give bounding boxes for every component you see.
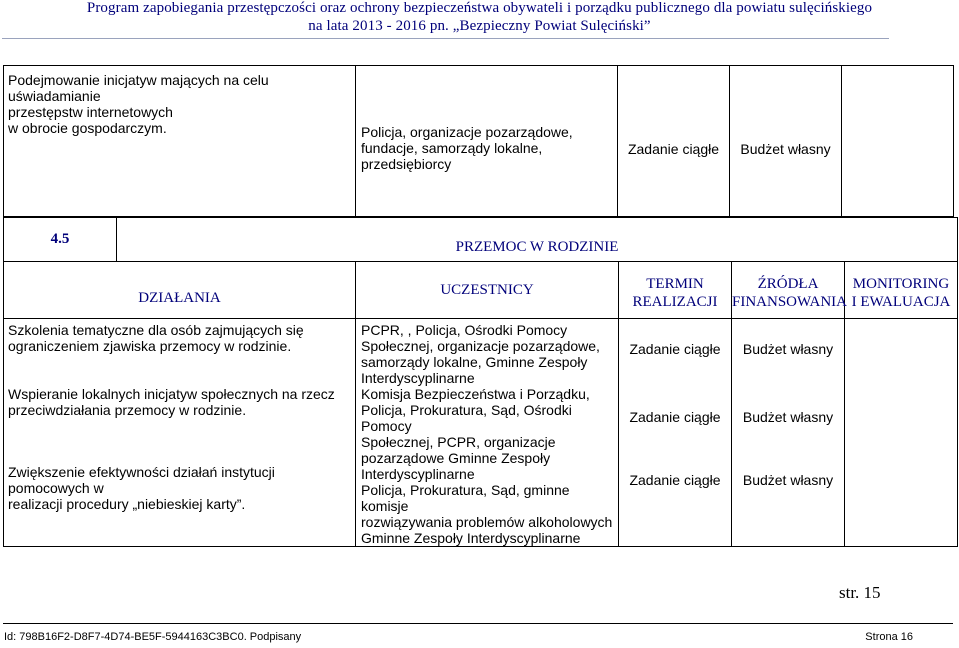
continuation-table [3,65,954,217]
participants-line: Interdyscyplinarne [361,370,475,386]
section-header-table [3,217,958,262]
activity-line: w obrocie gospodarczym. [8,120,167,136]
col-term-header [619,262,732,319]
monitoring-cell [845,319,958,547]
col-monitoring-header [845,262,958,319]
column-header-row [4,262,958,319]
term-cell [619,319,732,547]
participants-cell [356,66,618,217]
footer-divider [3,623,953,624]
header-divider [2,38,889,39]
action-line: Szkolenia tematyczne dla osób zajmujących się [8,322,304,338]
activity-line: Podejmowanie inicjatyw mających na celu uświadamianie [8,72,269,104]
participants-line: samorządy lokalne, Gminne Zespoły [361,354,588,370]
participants-line: rozwiązywania problemów alkoholowych [361,514,613,530]
section-number: 4.5 [4,218,117,262]
action-line: ograniczeniem zjawiska przemocy w rodzinie. [8,338,292,354]
participants-line: PCPR, , Policja, Ośrodki Pomocy [361,322,568,338]
document-header-line1: Program zapobiegania przestępczości oraz ochrony bezpieczeństwa obywateli i porządku publicznego dla powiatu sulęcińskiego [86,0,873,16]
term-value: Zadanie ciągłe [629,409,721,425]
col-participants-header: UCZESTNICY [356,262,619,319]
action-line: Wspieranie lokalnych inicjatyw społecznych na rzecz [8,386,335,402]
section-title: PRZEMOC W RODZINIE [117,218,958,262]
funding-cell [730,66,842,217]
funding-value: Budżet własny [740,141,831,157]
participants-line: pozarządowe Gminne Zespoły [361,450,551,466]
col-monitoring-header-line: MONITORING [852,276,950,292]
col-monitoring-header-line: I EWALUACJA [851,294,951,310]
col-funding-header-line: FINANSOWANIA [732,294,847,310]
activity-cell [4,66,356,217]
col-funding-header [732,262,845,319]
funding-value: Budżet własny [742,472,834,488]
table-row [4,66,954,217]
participants-cell [356,319,619,547]
action-line: Zwiększenie efektywności działań instytucji pomocowych w [8,464,275,496]
term-value: Zadanie ciągłe [629,472,721,488]
page-number: str. 15 [839,583,881,602]
col-term-header-line: REALIZACJI [632,294,718,310]
col-actions-header: DZIAŁANIA [4,262,356,319]
participants-line: Społecznej, organizacje pozarządowe, [361,338,600,354]
participants-line: fundacje, samorządy lokalne, [361,140,543,156]
participants-line: Społecznej, PCPR, organizacje [361,434,556,450]
activity-line: przestępstw internetowych [8,104,173,120]
term-value: Zadanie ciągłe [627,141,720,157]
funding-value: Budżet własny [742,341,834,357]
page-counter: Strona 16 [865,631,913,643]
participants-line: Komisja Bezpieczeństwa i Porządku, [361,386,590,402]
actions-cell [4,319,356,547]
participants-line: Policja, Prokuratura, Sąd, Ośrodki Pomocy [361,402,572,434]
participants-line: Policja, Prokuratura, Sąd, gminne komisje [361,482,570,514]
participants-line: Interdyscyplinarne [361,466,475,482]
participants-line: Gminne Zespoły Interdyscyplinarne [361,530,581,546]
document-id: Id: 798B16F2-D8F7-4D74-BE5F-5944163C3BC0. Podpisany [4,631,302,643]
funding-cell [732,319,845,547]
monitoring-cell [842,66,954,217]
participants-line: przedsiębiorcy [361,156,452,172]
col-term-header-line: TERMIN [646,276,704,292]
participants-line: Policja, organizacje pozarządowe, [361,124,573,140]
col-funding-header-line: ŹRÓDŁA [757,276,819,292]
term-cell [618,66,730,217]
action-line: przeciwdziałania przemocy w rodzinie. [8,402,247,418]
action-line: realizacji procedury „niebieskiej karty”. [8,496,246,512]
funding-value: Budżet własny [742,409,834,425]
table-row [4,319,958,547]
main-table [3,261,958,547]
term-value: Zadanie ciągłe [629,341,721,357]
document-header-line2: na lata 2013 - 2016 pn. „Bezpieczny Powiat Sulęciński” [308,18,651,34]
